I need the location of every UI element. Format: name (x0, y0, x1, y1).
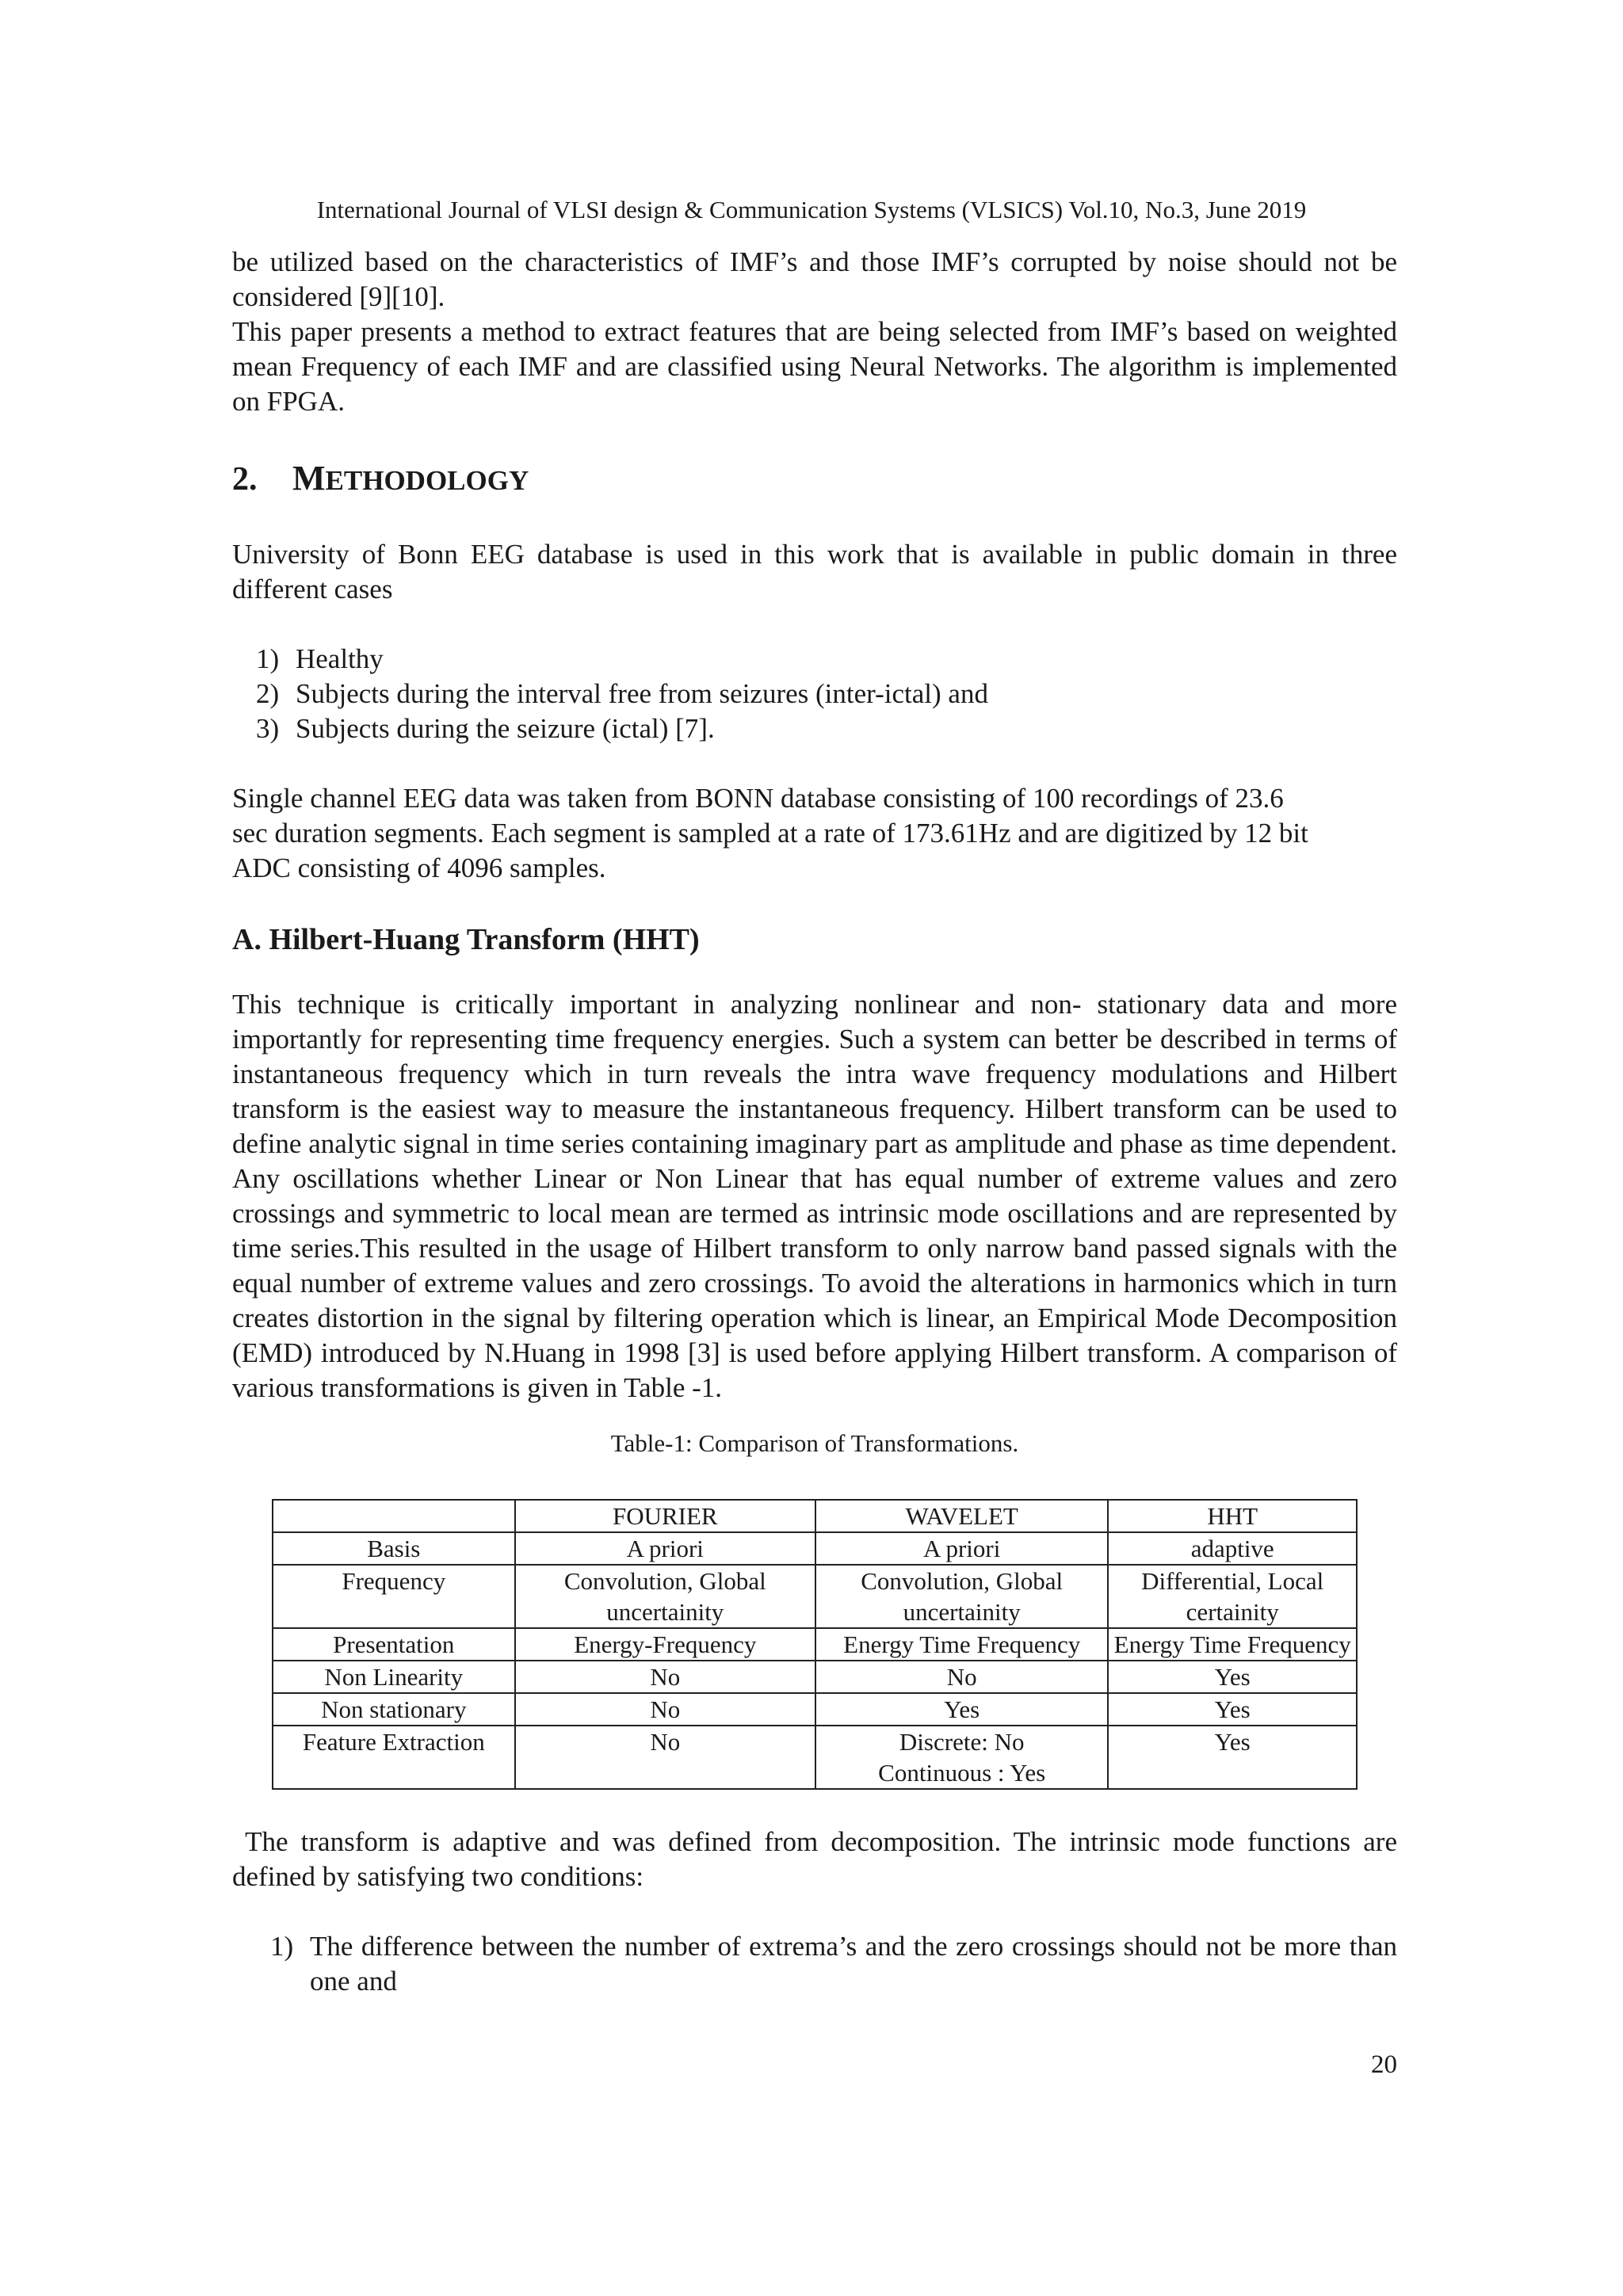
table-header-cell: HHT (1108, 1500, 1357, 1532)
table-cell: A priori (515, 1532, 815, 1565)
table-cell: Frequency (273, 1565, 515, 1628)
table-cell: Yes (815, 1693, 1108, 1726)
intro-paragraph-2: This paper presents a method to extract features that are being selected from IMF’s based on weighted mean Frequency of each IMF and are classified using Neural Networks. The algorithm is implemented on FPGA. (232, 316, 1397, 417)
after-table-paragraph: The transform is adaptive and was defined from decomposition. The intrinsic mode functions are defined by satisfying two conditions: (232, 1826, 1404, 1892)
table-row (273, 1661, 1357, 1693)
table-cell: Non stationary (273, 1693, 515, 1726)
table-cell: Energy Time Frequency (815, 1628, 1108, 1661)
table-cell: A priori (815, 1532, 1108, 1565)
table-row (273, 1532, 1357, 1565)
table-cell: Basis (273, 1532, 515, 1565)
table-cell: No (815, 1661, 1108, 1693)
table-cell: Discrete: No Continuous : Yes (815, 1726, 1108, 1789)
table-cell: Energy Time Frequency (1108, 1628, 1357, 1661)
table-cell: Presentation (273, 1628, 515, 1661)
table-row (273, 1693, 1357, 1726)
table-header-cell: WAVELET (815, 1500, 1108, 1532)
journal-header: International Journal of VLSI design & Communication Systems (VLSICS) Vol.10, No.3, June 2019 (316, 196, 1307, 223)
page-content (232, 245, 1404, 1999)
methodology-paragraph-2: Single channel EEG data was taken from BONN database consisting of 100 recordings of 23.6 sec duration segments. Each segment is sampled at a rate of 173.61Hz and are digitized by 12 bit ADC consisting of 4096 samples. (232, 783, 1308, 883)
section-title-initial: M (292, 459, 326, 498)
table-cell: Differential, Local certainity (1108, 1565, 1357, 1628)
comparison-table (272, 1499, 1358, 1790)
list-item: 1) The difference between the number of extrema’s and the zero crossings should not be more than one and (270, 1931, 1397, 1997)
intro-paragraph-1: be utilized based on the characteristics of IMF’s and those IMF’s corrupted by noise should not be considered [9][10]. (232, 246, 1397, 312)
list-item: 1) Healthy (256, 643, 384, 674)
table-cell: No (515, 1661, 815, 1693)
table-cell: adaptive (1108, 1532, 1357, 1565)
table-cell: Non Linearity (273, 1661, 515, 1693)
table-cell: Energy-Frequency (515, 1628, 815, 1661)
section-title-rest: ETHODOLOGY (325, 465, 529, 496)
section-number: 2. (232, 461, 258, 498)
table-cell: Convolution, Global uncertainity (815, 1565, 1108, 1628)
conditions-list (270, 1929, 1397, 1999)
list-item: 2) Subjects during the interval free from seizures (inter-ictal) and (256, 678, 988, 709)
table-header-cell (273, 1500, 515, 1532)
table-cell: Yes (1108, 1661, 1357, 1693)
table-cell: Convolution, Global uncertainity (515, 1565, 815, 1628)
methodology-paragraph-1: University of Bonn EEG database is used in this work that is available in public domain in three different cases (232, 539, 1397, 605)
table-row (273, 1628, 1357, 1661)
section-heading-methodology (232, 459, 1397, 501)
table-cell: Feature Extraction (273, 1726, 515, 1789)
cases-list (256, 642, 1397, 746)
subsection-heading-hht: A. Hilbert-Huang Transform (HHT) (232, 923, 700, 956)
list-item: 3) Subjects during the seizure (ictal) [7]. (256, 713, 715, 744)
table-row (273, 1565, 1357, 1628)
table-row (273, 1726, 1357, 1789)
table-header-cell: FOURIER (515, 1500, 815, 1532)
table-cell: No (515, 1726, 815, 1789)
table-cell: No (515, 1693, 815, 1726)
table-caption: Table-1: Comparison of Transformations. (610, 1429, 1019, 1457)
page-number: 20 (1371, 2050, 1397, 2079)
table-cell: Yes (1108, 1726, 1357, 1789)
hht-paragraph: This technique is critically important in analyzing nonlinear and non- stationary data and more importantly for representing time frequency energies. Such a system can better be described in terms of instantaneous frequency which in turn reveals the intra wave frequency modulations and Hilbert transform is the easiest way to measure the instantaneous frequency. Hilbert transform can be used to define analytic signal in time series containing imaginary part as amplitude and phase as time dependent. Any oscillations whether Linear or Non Linear that has equal number of extreme values and zero crossings and symmetric to local mean are termed as intrinsic mode oscillations and are represented by time series.This resulted in the usage of Hilbert transform to only narrow band passed signals with the equal number of extreme values and zero crossings. To avoid the alterations in harmonics which in turn creates distortion in the signal by filtering operation which is linear, an Empirical Mode Decomposition (EMD) introduced by N.Huang in 1998 [3] is used before applying Hilbert transform. A comparison of various transformations is given in Table -1. (232, 989, 1397, 1403)
table-header-row (273, 1500, 1357, 1532)
table-cell: Yes (1108, 1693, 1357, 1726)
